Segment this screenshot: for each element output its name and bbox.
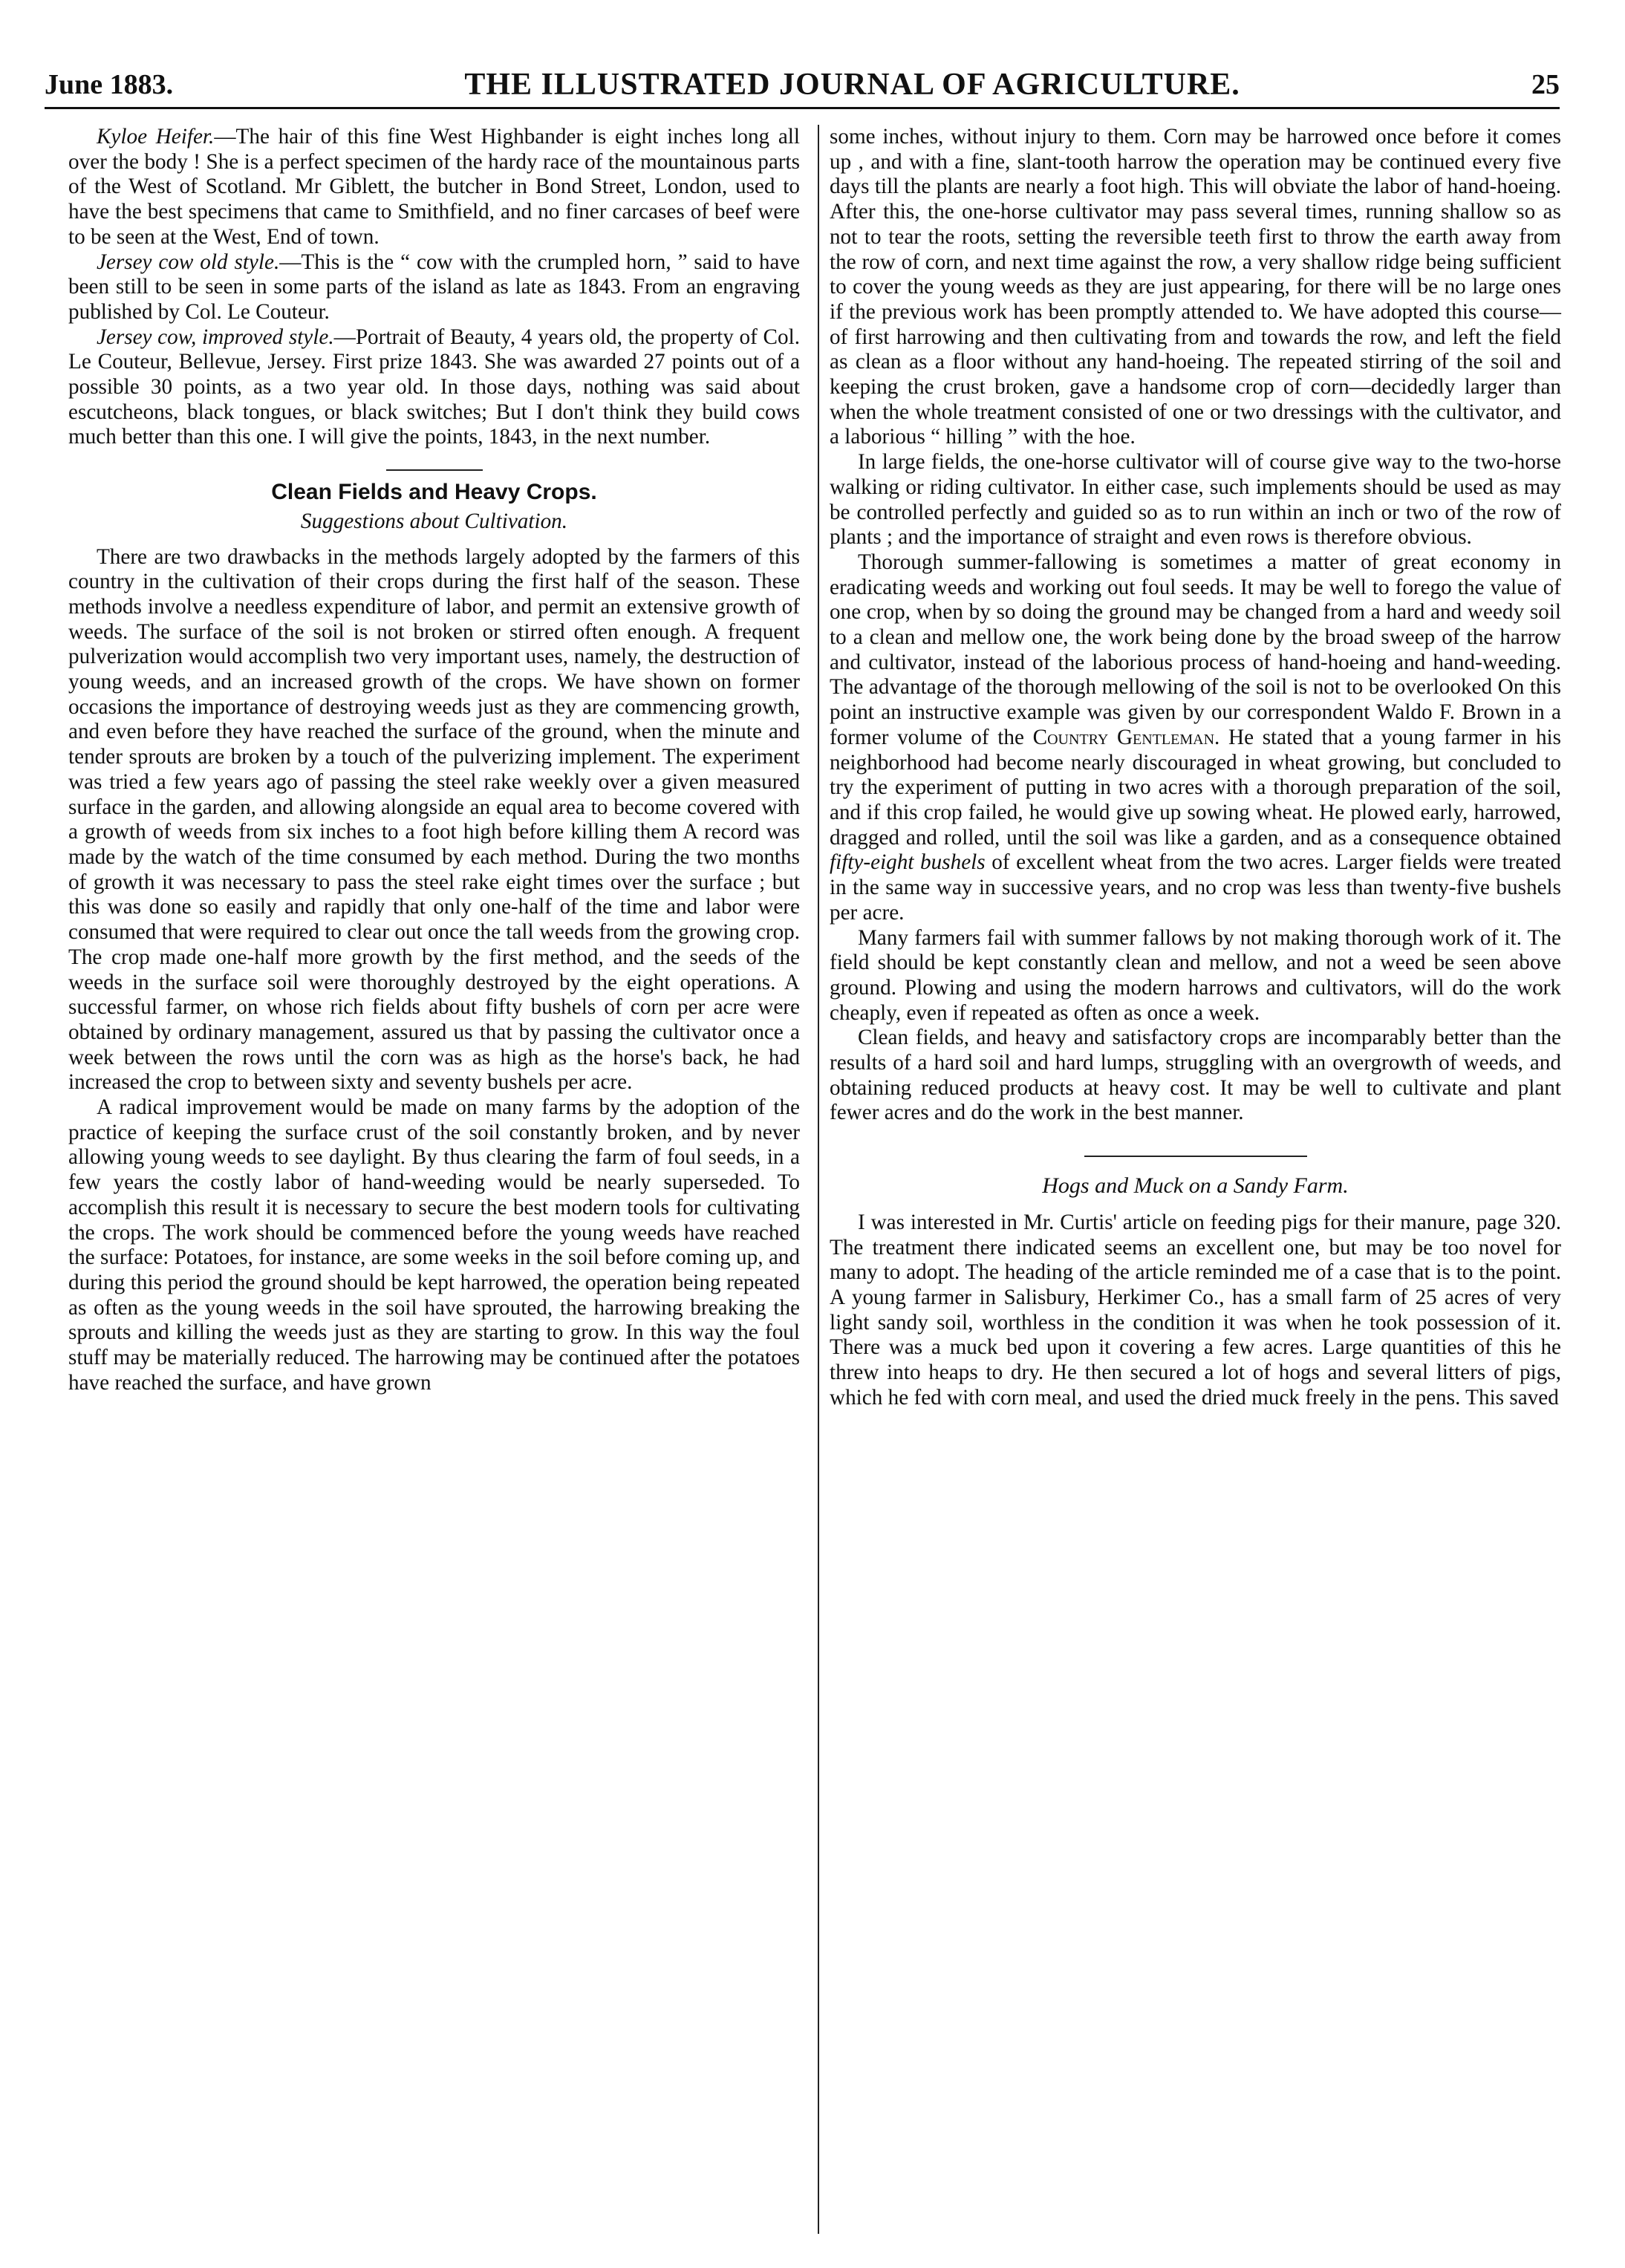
article-paragraph: Many farmers fail with summer fallows by not making thorough work of it. The field should be kept constantly clean and mellow, and not a weed be seen above ground. Plowing and using the modern harrows and cultivators, will do the work cheaply, even if repeated as often as once a week. [830, 925, 1561, 1025]
paragraph-text: Thorough summer-fallowing is sometimes a matter of great economy in eradicating weeds and working out foul seeds. It may be well to forego the value of one crop, when by so doing the ground may be changed from a hard and weedy soil to a clean and mellow one, the work being done by the broad sweep of the harrow and cultivator, instead of the laborious process of hand-hoeing and hand-weeding. The advantage of the thorough mellowing of the soil is not to be overlooked On this point an instructive example was given by our correspondent Waldo F. Brown in a former volume of the [830, 550, 1561, 749]
journal-title: THE ILLUSTRATED JOURNAL OF AGRICULTURE. [464, 68, 1240, 102]
running-header [45, 62, 1560, 109]
article-paragraph [830, 550, 1561, 926]
article-paragraph: There are two drawbacks in the methods largely adopted by the farmers of this country in the cultivation of their crops during the first half of the season. These methods involve a needless expenditure of labor, and permit an extensive growth of weeds. The surface of the soil is not broken or stirred often enough. A frequent pulverization would accomplish two very important uses, namely, the destruction of young weeds, and an increased growth of the crops. We have shown on former occasions the importance of destroying weeds just as they are commencing growth, and even before they have reached the surface of the ground, when the minute and tender sprouts are broken by a touch of the pulverizing implement. The experiment was tried a few years ago of passing the steel rake weekly over a given measured surface in the garden, and allowing alongside an equal area to become covered with a growth of weeds from six inches to a foot high before killing them A record was made by the watch of the time consumed by each method. During the two months of growth it was necessary to pass the steel rake eight times over the surface ; but this was done so easily and rapidly that only one-half of the time and labor were consumed that were required to clear out once the tall weeds from the growing crop. The crop made one-half more growth by the first method, and the seeds of the weeds in the surface soil were thoroughly destroyed by the eight operations. A successful farmer, on whose rich fields about fifty bushels of corn per acre were obtained by ordinary management, assured us that by passing the cultivator once a week between the rows until the corn was as high as the horse's back, he had increased the crop to between sixty and seventy bushels per acre. [68, 544, 800, 1095]
jersey-improved-lead: Jersey cow, improved style. [96, 325, 334, 349]
article-paragraph: A radical improvement would be made on many farms by the adoption of the practice of keeping the surface crust of the soil constantly broken, and by never allowing young weeds to see daylight. By thus clearing the farm of foul seeds, in a few years the costly labor of hand-weeding would be nearly superseded. To accomplish this result it is necessary to secure the best modern tools for cultivating the crops. The work should be commenced before the young weeds have reached the surface: Potatoes, for instance, are some weeks in the soil before coming up, and during this period the ground should be kept harrowed, the operation being repeated as often as the young weeds in the soil have sprouted, the harrowing breaking the sprouts and killing the weeds just as they are starting to grow. In this way the foul stuff may be materially reduced. The harrowing may be continued after the potatoes have reached the surface, and have grown [68, 1095, 800, 1395]
section-divider [1084, 1156, 1307, 1157]
jersey-improved-text: —Portrait of Beauty, 4 years old, the property of Col. Le Couteur, Bellevue, Jersey. First prize 1843. She was awarded 27 points out of a possible 30 points, as a two year old. In those days, nothing was said about escutcheons, black tongues, or black switches; But I don't think they build cows much better than this one. I will give the points, 1843, in the next number. [68, 325, 800, 449]
article-paragraph: I was interested in Mr. Curtis' article on feeding pigs for their manure, page 320. The treatment there indicated seems an excellent one, but may be too novel for many to adopt. The heading of the article reminded me of a case that is to the point. A young farmer in Salisbury, Herkimer Co., has a small farm of 25 acres of very light sandy soil, worthless in the condition it was when he took possession of it. There was a muck bed upon it covering a few acres. Large quantities of this he threw into heaps to dry. He then secured a lot of hogs and several litters of pigs, which he fed with corn meal, and used the dried muck freely in the pens. This saved [830, 1210, 1561, 1410]
emphasis-text: fifty-eight bushels [830, 850, 986, 875]
kyloe-heifer-lead: Kyloe Heifer. [96, 125, 215, 149]
article-paragraph: Clean fields, and heavy and satisfactory crops are incomparably better than the results of a hard soil and hard lumps, struggling with an overgrowth of weeds, and obtaining reduced products at heavy cost. It may be well to cultivate and plant fewer acres and do the work in the best manner. [830, 1026, 1561, 1125]
jersey-old-lead: Jersey cow old style. [96, 250, 280, 274]
paragraph-text: of excellent wheat from the two acres. Larger fields were treated in the same way in successive years, and no crop was less than twenty-five bushels per acre. [830, 850, 1561, 925]
article2-title: Hogs and Muck on a Sandy Farm. [1042, 1173, 1349, 1199]
kyloe-heifer-paragraph [68, 125, 800, 250]
jersey-improved-paragraph [68, 325, 800, 451]
section-divider [386, 469, 483, 471]
jersey-old-text: —This is the “ cow with the crumpled horn, ” said to have been still to be seen in some parts of the island as late as 1843. From an engraving published by Col. Le Couteur. [68, 250, 800, 324]
publication-name: Country Gentleman. [1032, 725, 1220, 749]
kyloe-heifer-text: —The hair of this fine West Highbander is eight inches long all over the body ! She is a perfect specimen of the hardy race of the mountainous parts of the West of Scotland. Mr Giblett, the butcher in Bond Street, London, used to have the best specimens that came to Smithfield, and no finer carcases of beef were to be seen at the West, End of town. [68, 125, 800, 249]
right-column [830, 125, 1561, 1410]
article-paragraph: In large fields, the one-horse cultivator will of course give way to the two-horse walking or riding cultivator. In either case, such implements should be used as may be controlled perfectly and guided so as to run within an inch or two of the row of plants ; and the importance of straight and even rows is therefore obvious. [830, 450, 1561, 550]
jersey-old-paragraph [68, 250, 800, 325]
left-column [68, 125, 800, 1395]
column-divider [818, 125, 819, 2234]
article-paragraph: some inches, without injury to them. Corn may be harrowed once before it comes up , and with a fine, slant-tooth harrow the operation may be continued every five days till the plants are nearly a foot high. This will obviate the labor of hand-hoeing. After this, the one-horse cultivator may pass several times, running shallow so as not to tear the roots, setting the reversible teeth first to throw the earth away from the row of corn, and next time against the row, a very shallow ridge being sufficient to cover the young weeds as they are just appearing, for there will be no large ones if the previous work has been promptly attended to. We have adopted this course—of first harrowing and then cultivating from and towards the row, and left the field as clean as a floor without any hand-hoeing. The repeated stirring of the soil and keeping the crust broken, gave a handsome crop of corn—decidedly larger than when the whole treatment consisted of one or two dressings with the cultivator, and a laborious “ hilling ” with the hoe. [830, 125, 1561, 449]
article-title: Clean Fields and Heavy Crops. [271, 480, 597, 505]
header-date: June 1883. [45, 69, 174, 100]
page-number: 25 [1531, 69, 1560, 100]
paragraph-text: He stated that a young farmer in his neighborhood had become nearly discouraged in wheat growing, but concluded to try the experiment of putting in two acres with a thorough preparation of the soil, and if this crop failed, he would give up sowing wheat. He plowed early, harrowed, dragged and rolled, until the soil was like a garden, and as a consequence obtained [830, 725, 1562, 850]
article-subtitle: Suggestions about Cultivation. [300, 509, 568, 533]
